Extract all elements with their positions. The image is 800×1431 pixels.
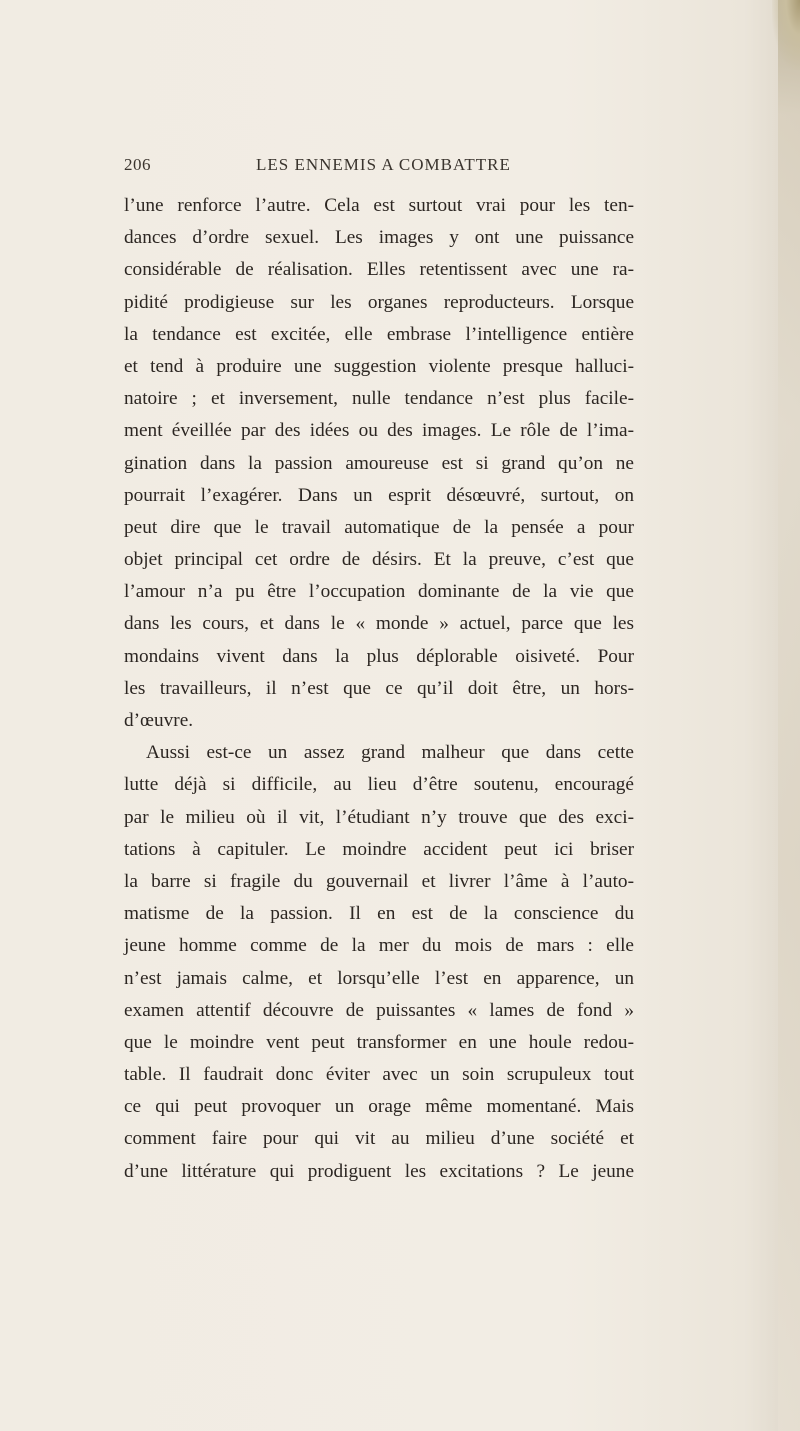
text-line: comment faire pour qui vit au milieu d’une société et [124,1128,634,1150]
text-line: n’est jamais calme, et lorsqu’elle l’est en apparence, un [124,967,634,989]
page-corner-stain [772,0,800,70]
text-line: objet principal cet ordre de désirs. Et la preuve, c’est que [124,549,634,571]
text-line: jeune homme comme de la mer du mois de mars : elle [124,935,634,957]
text-line: ment éveillée par des idées ou des images. Le rôle de l’ima- [124,420,634,442]
text-line: d’œuvre. [124,710,194,731]
page-header [124,155,644,179]
text-line: et tend à produire une suggestion violente presque halluci- [124,355,634,377]
running-head: LES ENNEMIS A COMBATTRE [256,155,511,174]
page-edge-stain [778,0,800,1431]
text-line: par le milieu où il vit, l’étudiant n’y trouve que des exci- [124,806,634,828]
text-line: ce qui peut provoquer un orage même momentané. Mais [124,1096,634,1118]
text-line: matisme de la passion. Il en est de la conscience du [124,903,634,925]
text-line: d’une littérature qui prodiguent les excitations ? Le jeune [124,1160,634,1182]
page-number: 206 [124,155,151,174]
text-line: table. Il faudrait donc éviter avec un soin scrupuleux tout [124,1064,634,1086]
text-line: les travailleurs, il n’est que ce qu’il doit être, un hors- [124,677,634,699]
text-line: tations à capituler. Le moindre accident peut ici briser [124,838,634,860]
text-line: pidité prodigieuse sur les organes reproducteurs. Lorsque [124,291,634,313]
text-line: considérable de réalisation. Elles retentissent avec une ra- [124,259,634,281]
text-line: examen attentif découvre de puissantes « lames de fond » [124,999,634,1021]
text-line: lutte déjà si difficile, au lieu d’être soutenu, encouragé [124,774,634,796]
text-line: pourrait l’exagérer. Dans un esprit désœuvré, surtout, on [124,484,634,506]
text-line: peut dire que le travail automatique de la pensée a pour [124,516,634,538]
text-line: gination dans la passion amoureuse est si grand qu’on ne [124,452,634,474]
text-line: natoire ; et inversement, nulle tendance n’est plus facile- [124,388,634,410]
text-line: la tendance est excitée, elle embrase l’intelligence entière [124,323,634,345]
text-line: mondains vivent dans la plus déplorable oisiveté. Pour [124,645,634,667]
text-line: la barre si fragile du gouvernail et livrer l’âme à l’auto- [124,870,634,892]
text-line: dans les cours, et dans le « monde » actuel, parce que les [124,613,634,635]
text-line: l’une renforce l’autre. Cela est surtout vrai pour les ten- [124,195,634,216]
text-line: l’amour n’a pu être l’occupation dominante de la vie que [124,581,634,603]
text-line: Aussi est-ce un assez grand malheur que dans cette [146,742,634,764]
body-text [124,190,634,1188]
text-line: que le moindre vent peut transformer en une houle redou- [124,1031,634,1053]
text-line: dances d’ordre sexuel. Les images y ont une puissance [124,227,634,249]
